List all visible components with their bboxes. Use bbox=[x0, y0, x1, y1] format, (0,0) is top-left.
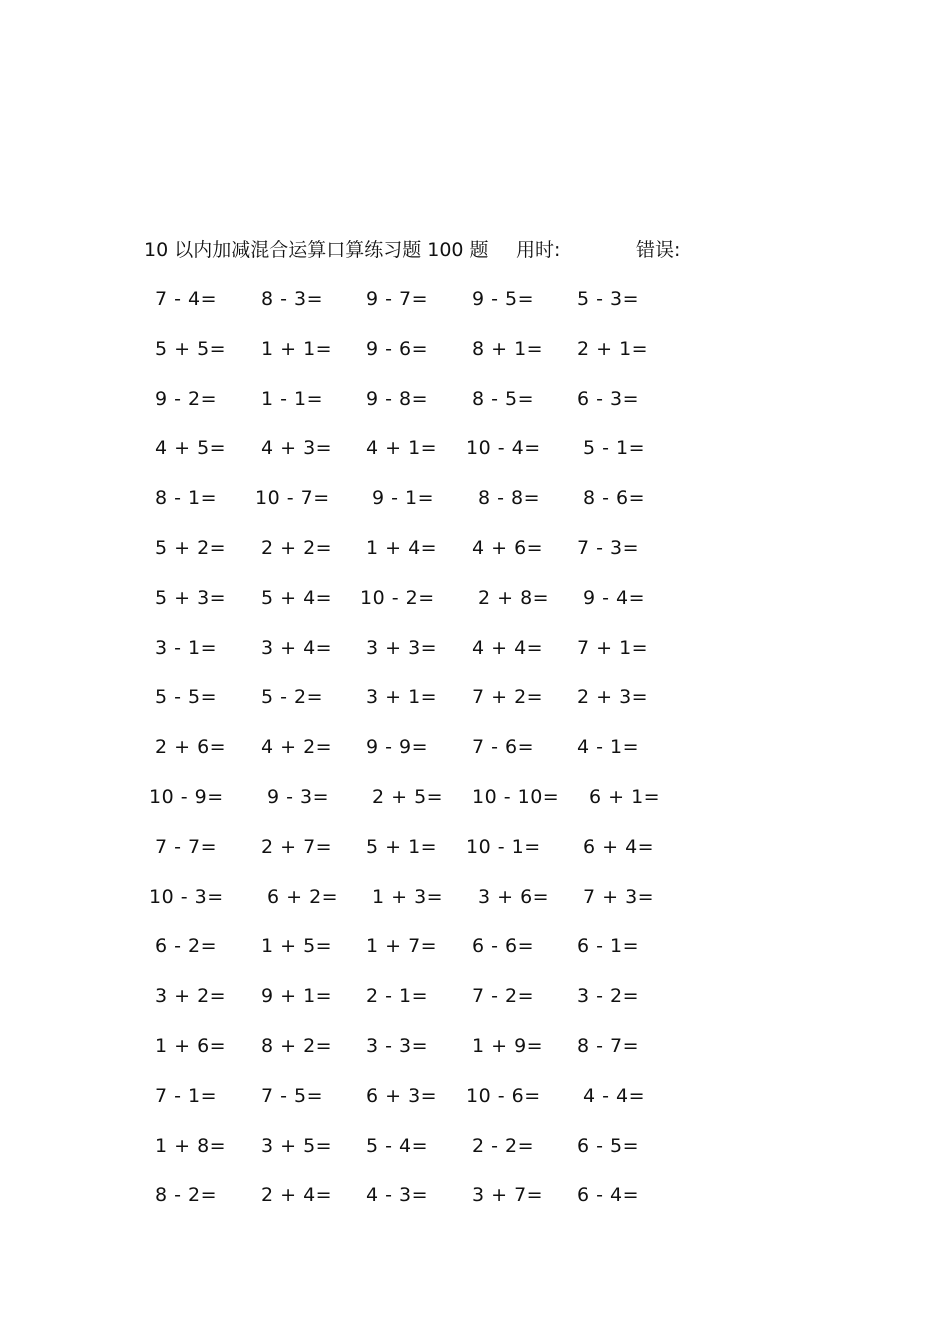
problem-item: 6 - 5= bbox=[577, 1134, 640, 1157]
problem-item: 2 + 1= bbox=[577, 337, 649, 360]
problem-item: 1 + 3= bbox=[372, 885, 444, 908]
problem-item: 2 - 2= bbox=[472, 1134, 535, 1157]
problem-item: 7 - 5= bbox=[261, 1084, 324, 1107]
problem-item: 9 - 9= bbox=[366, 736, 429, 759]
problem-item: 5 - 2= bbox=[261, 686, 324, 709]
worksheet-title: 10 以内加减混合运算口算练习题 100 题 bbox=[144, 239, 489, 261]
problem-item: 10 - 3= bbox=[149, 885, 224, 908]
problem-item: 9 - 3= bbox=[267, 786, 330, 808]
problem-item: 8 - 2= bbox=[155, 1184, 218, 1207]
problem-item: 9 - 8= bbox=[366, 387, 429, 410]
problem-item: 4 - 4= bbox=[583, 1084, 646, 1107]
problem-item: 8 + 2= bbox=[261, 1035, 333, 1057]
problem-item: 7 - 6= bbox=[472, 736, 535, 759]
problem-item: 10 - 6= bbox=[466, 1084, 541, 1107]
problem-item: 6 + 3= bbox=[366, 1084, 438, 1107]
problem-item: 2 + 3= bbox=[577, 686, 649, 709]
problem-item: 4 + 6= bbox=[472, 537, 544, 559]
problem-item: 8 - 5= bbox=[472, 387, 535, 410]
problem-item: 9 - 7= bbox=[366, 288, 429, 310]
problem-item: 6 - 2= bbox=[155, 935, 218, 958]
problem-item: 8 - 3= bbox=[261, 288, 324, 310]
errors-label: 错误: bbox=[636, 239, 681, 261]
problem-item: 7 - 2= bbox=[472, 985, 535, 1008]
problem-item: 7 + 1= bbox=[577, 636, 649, 659]
problem-item: 1 + 5= bbox=[261, 935, 333, 958]
problem-item: 4 + 3= bbox=[261, 437, 333, 460]
problem-item: 1 - 1= bbox=[261, 387, 324, 410]
problem-item: 5 - 1= bbox=[583, 437, 646, 460]
problem-item: 5 + 5= bbox=[155, 337, 227, 360]
problem-item: 3 + 5= bbox=[261, 1134, 333, 1157]
problem-item: 10 - 4= bbox=[466, 437, 541, 460]
problem-item: 10 - 10= bbox=[472, 786, 560, 808]
problem-item: 3 + 2= bbox=[155, 985, 227, 1008]
problem-item: 4 - 1= bbox=[577, 736, 640, 759]
problem-item: 1 + 1= bbox=[261, 337, 333, 360]
problem-item: 1 + 9= bbox=[472, 1035, 544, 1057]
problem-item: 1 + 7= bbox=[366, 935, 438, 958]
problem-item: 2 + 5= bbox=[372, 786, 444, 808]
problem-item: 9 - 1= bbox=[372, 487, 435, 510]
problem-item: 7 - 4= bbox=[155, 288, 218, 310]
problem-item: 9 - 5= bbox=[472, 288, 535, 310]
problem-item: 1 + 4= bbox=[366, 537, 438, 559]
time-label: 用时: bbox=[516, 239, 561, 261]
problem-item: 6 + 4= bbox=[583, 835, 655, 858]
problem-item: 5 + 4= bbox=[261, 586, 333, 609]
problem-item: 6 + 1= bbox=[589, 786, 661, 808]
problem-item: 4 + 4= bbox=[472, 636, 544, 659]
problem-item: 2 - 1= bbox=[366, 985, 429, 1008]
problem-item: 9 - 4= bbox=[583, 586, 646, 609]
problem-item: 1 + 6= bbox=[155, 1035, 227, 1057]
problem-item: 5 + 2= bbox=[155, 537, 227, 559]
problem-item: 6 - 1= bbox=[577, 935, 640, 958]
problem-item: 2 + 6= bbox=[155, 736, 227, 759]
problem-item: 5 + 1= bbox=[366, 835, 438, 858]
problem-item: 2 + 8= bbox=[478, 586, 550, 609]
problem-item: 3 - 2= bbox=[577, 985, 640, 1008]
problem-item: 7 + 2= bbox=[472, 686, 544, 709]
problem-item: 7 - 3= bbox=[577, 537, 640, 559]
problem-item: 5 + 3= bbox=[155, 586, 227, 609]
problem-item: 2 + 7= bbox=[261, 835, 333, 858]
problem-item: 8 - 1= bbox=[155, 487, 218, 510]
problem-item: 3 + 7= bbox=[472, 1184, 544, 1207]
problem-item: 4 + 5= bbox=[155, 437, 227, 460]
problem-item: 2 + 2= bbox=[261, 537, 333, 559]
problem-item: 8 - 8= bbox=[478, 487, 541, 510]
problem-item: 7 - 1= bbox=[155, 1084, 218, 1107]
problem-item: 8 + 1= bbox=[472, 337, 544, 360]
problem-item: 3 + 4= bbox=[261, 636, 333, 659]
problem-item: 10 - 9= bbox=[149, 786, 224, 808]
problem-item: 4 - 3= bbox=[366, 1184, 429, 1207]
problem-item: 3 + 6= bbox=[478, 885, 550, 908]
problem-item: 3 + 1= bbox=[366, 686, 438, 709]
problem-item: 6 - 4= bbox=[577, 1184, 640, 1207]
problem-item: 9 - 6= bbox=[366, 337, 429, 360]
problem-item: 10 - 2= bbox=[360, 586, 435, 609]
problem-item: 1 + 8= bbox=[155, 1134, 227, 1157]
problem-item: 2 + 4= bbox=[261, 1184, 333, 1207]
problem-item: 7 - 7= bbox=[155, 835, 218, 858]
problem-item: 10 - 1= bbox=[466, 835, 541, 858]
problem-item: 6 + 2= bbox=[267, 885, 339, 908]
problem-item: 3 + 3= bbox=[366, 636, 438, 659]
problem-item: 10 - 7= bbox=[255, 487, 330, 510]
problem-item: 3 - 3= bbox=[366, 1035, 429, 1057]
problem-item: 4 + 1= bbox=[366, 437, 438, 460]
problem-item: 5 - 5= bbox=[155, 686, 218, 709]
problem-item: 9 + 1= bbox=[261, 985, 333, 1008]
problem-item: 5 - 3= bbox=[577, 288, 640, 310]
problem-item: 7 + 3= bbox=[583, 885, 655, 908]
problem-item: 6 - 3= bbox=[577, 387, 640, 410]
problem-item: 9 - 2= bbox=[155, 387, 218, 410]
problem-item: 5 - 4= bbox=[366, 1134, 429, 1157]
problem-item: 6 - 6= bbox=[472, 935, 535, 958]
problem-item: 8 - 6= bbox=[583, 487, 646, 510]
problem-item: 4 + 2= bbox=[261, 736, 333, 759]
problem-item: 8 - 7= bbox=[577, 1035, 640, 1057]
problem-item: 3 - 1= bbox=[155, 636, 218, 659]
